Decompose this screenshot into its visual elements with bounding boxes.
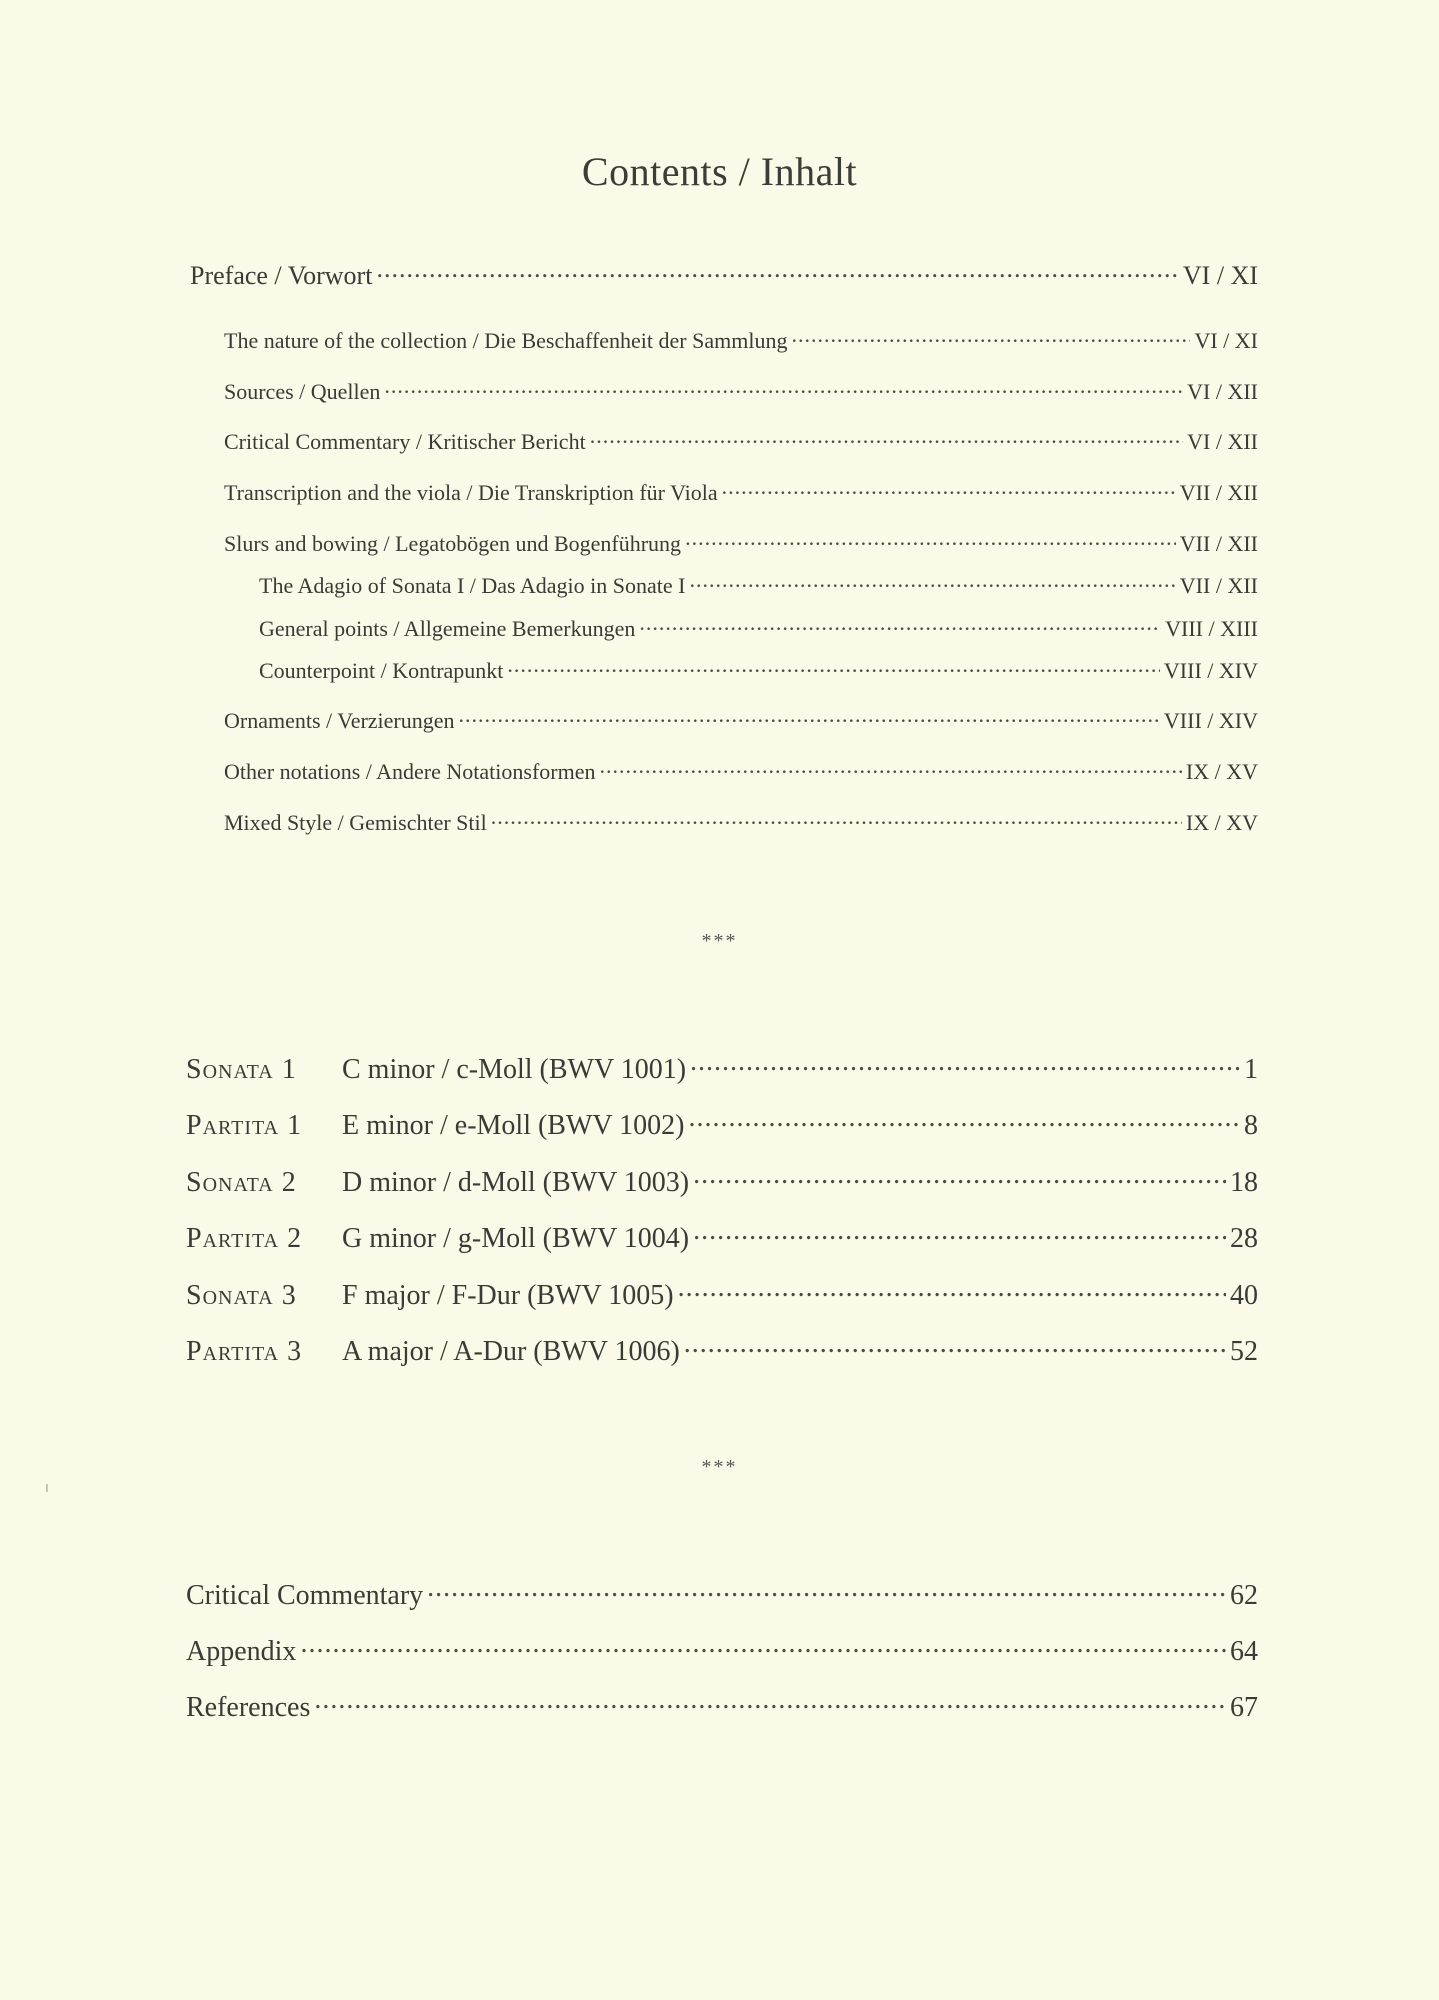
toc-entry-label: Critical Commentary / Kritischer Bericht: [224, 429, 586, 454]
dot-leader: [507, 656, 1159, 678]
toc-entry-label: [186, 1280, 674, 1312]
toc-entry-work[interactable]: [186, 1219, 1258, 1255]
dot-leader: [722, 478, 1176, 500]
dot-leader: [688, 1106, 1240, 1134]
toc-entry-label: [186, 1223, 689, 1255]
toc-subentry[interactable]: [224, 529, 1258, 557]
dot-leader: [690, 1050, 1240, 1078]
work-title: A major / A-Dur (BWV 1006): [342, 1336, 680, 1367]
work-title: C minor / c-Moll (BWV 1001): [342, 1054, 687, 1085]
dot-leader: [689, 571, 1175, 593]
toc-entry-label: The nature of the collection / Die Beschaffenheit der Sammlung: [224, 328, 788, 353]
dot-leader: [384, 377, 1183, 399]
dot-leader: [300, 1632, 1226, 1660]
toc-entry-label: [186, 1336, 680, 1368]
dot-leader: [459, 706, 1160, 728]
toc-entry-label: [186, 1054, 686, 1086]
toc-subsubentry[interactable]: [259, 614, 1258, 642]
toc-entry-label: The Adagio of Sonata I / Das Adagio in Sonate I: [259, 573, 686, 598]
toc-entry-label: Other notations / Andere Notationsformen: [224, 759, 596, 784]
toc-entry-page: 62: [1230, 1580, 1258, 1611]
toc-subentry[interactable]: [224, 808, 1258, 836]
dot-leader: [491, 808, 1182, 830]
toc-entry-page: 40: [1230, 1280, 1258, 1311]
toc-entry-page: 8: [1244, 1110, 1258, 1141]
work-title: D minor / d-Moll (BWV 1003): [342, 1167, 690, 1198]
work-title: F major / F-Dur (BWV 1005): [342, 1280, 674, 1311]
toc-entry-page: VII / XII: [1179, 531, 1258, 556]
dot-leader: [314, 1688, 1226, 1716]
section-divider: ***: [701, 1456, 738, 1478]
dot-leader: [791, 326, 1190, 348]
toc-entry-appendix[interactable]: [186, 1632, 1258, 1668]
toc-subentry[interactable]: [224, 706, 1258, 734]
toc-entry-page: 52: [1230, 1336, 1258, 1367]
toc-entry-page: VI / XI: [1194, 328, 1258, 353]
toc-entry-page: 64: [1230, 1636, 1258, 1667]
toc-subentry[interactable]: [224, 757, 1258, 785]
toc-entry-label: General points / Allgemeine Bemerkungen: [259, 616, 636, 641]
dot-leader: [599, 757, 1181, 779]
toc-entry-page: 67: [1230, 1692, 1258, 1723]
work-type: Partita 3: [186, 1336, 303, 1367]
toc-entry-work[interactable]: [186, 1332, 1258, 1368]
toc-entry-work[interactable]: [186, 1163, 1258, 1199]
toc-entry-page: VI / XI: [1182, 261, 1258, 290]
work-type: Partita 2: [186, 1223, 303, 1254]
toc-subsubentry[interactable]: [259, 571, 1258, 599]
work-type: Sonata 1: [186, 1054, 297, 1085]
toc-entry-label: Sources / Quellen: [224, 379, 381, 404]
toc-entry-label: Critical Commentary: [186, 1580, 424, 1611]
toc-entry-page: 1: [1244, 1054, 1258, 1085]
work-type: Sonata 2: [186, 1167, 297, 1198]
section-divider: ***: [701, 930, 738, 952]
toc-entry-page: VIII / XIV: [1163, 708, 1258, 733]
work-title: G minor / g-Moll (BWV 1004): [342, 1223, 690, 1254]
toc-entry-label: Appendix: [186, 1636, 297, 1667]
dot-leader: [684, 1332, 1226, 1360]
toc-entry-label: [186, 1167, 689, 1199]
dot-leader: [427, 1576, 1226, 1604]
toc-subentry[interactable]: [224, 478, 1258, 506]
toc-entry-page: VIII / XIV: [1163, 658, 1258, 683]
toc-entry-work[interactable]: [186, 1050, 1258, 1086]
dot-leader: [639, 614, 1161, 636]
paper-speck: [46, 1484, 48, 1492]
toc-entry-label: References: [186, 1692, 311, 1723]
toc-entry-label: Slurs and bowing / Legatobögen und Bogenführung: [224, 531, 682, 556]
toc-entry-page: IX / XV: [1185, 759, 1258, 784]
toc-entry-page: VIII / XIII: [1165, 616, 1258, 641]
toc-entry-preface[interactable]: [190, 258, 1258, 291]
toc-entry-references[interactable]: [186, 1688, 1258, 1724]
toc-entry-label: Counterpoint / Kontrapunkt: [259, 658, 504, 683]
dot-leader: [376, 258, 1178, 284]
toc-entry-page: VII / XII: [1179, 480, 1258, 505]
dot-leader: [693, 1219, 1226, 1247]
toc-entry-label: Transcription and the viola / Die Transkription für Viola: [224, 480, 718, 505]
toc-entry-page: VI / XII: [1187, 429, 1258, 454]
toc-entry-label: Mixed Style / Gemischter Stil: [224, 810, 487, 835]
toc-entry-page: 28: [1230, 1223, 1258, 1254]
toc-subentry[interactable]: [224, 427, 1258, 455]
toc-subentry[interactable]: [224, 377, 1258, 405]
toc-entry-critical-commentary[interactable]: [186, 1576, 1258, 1612]
work-title: E minor / e-Moll (BWV 1002): [342, 1110, 685, 1141]
toc-entry-label: Ornaments / Verzierungen: [224, 708, 455, 733]
work-type: Sonata 3: [186, 1280, 297, 1311]
dot-leader: [685, 529, 1176, 551]
toc-entry-label: [186, 1110, 684, 1142]
toc-entry-page: IX / XV: [1185, 810, 1258, 835]
toc-entry-work[interactable]: [186, 1106, 1258, 1142]
page-title: Contents / Inhalt: [581, 149, 858, 194]
toc-entry-work[interactable]: [186, 1276, 1258, 1312]
toc-entry-page: VII / XII: [1179, 573, 1258, 598]
work-type: Partita 1: [186, 1110, 303, 1141]
dot-leader: [693, 1163, 1226, 1191]
toc-entry-page: VI / XII: [1187, 379, 1258, 404]
toc-entry-page: 18: [1230, 1167, 1258, 1198]
toc-subsubentry[interactable]: [259, 656, 1258, 684]
dot-leader: [590, 427, 1183, 449]
toc-entry-label: Preface / Vorwort: [190, 261, 373, 290]
dot-leader: [678, 1276, 1226, 1304]
toc-subentry[interactable]: [224, 326, 1258, 354]
